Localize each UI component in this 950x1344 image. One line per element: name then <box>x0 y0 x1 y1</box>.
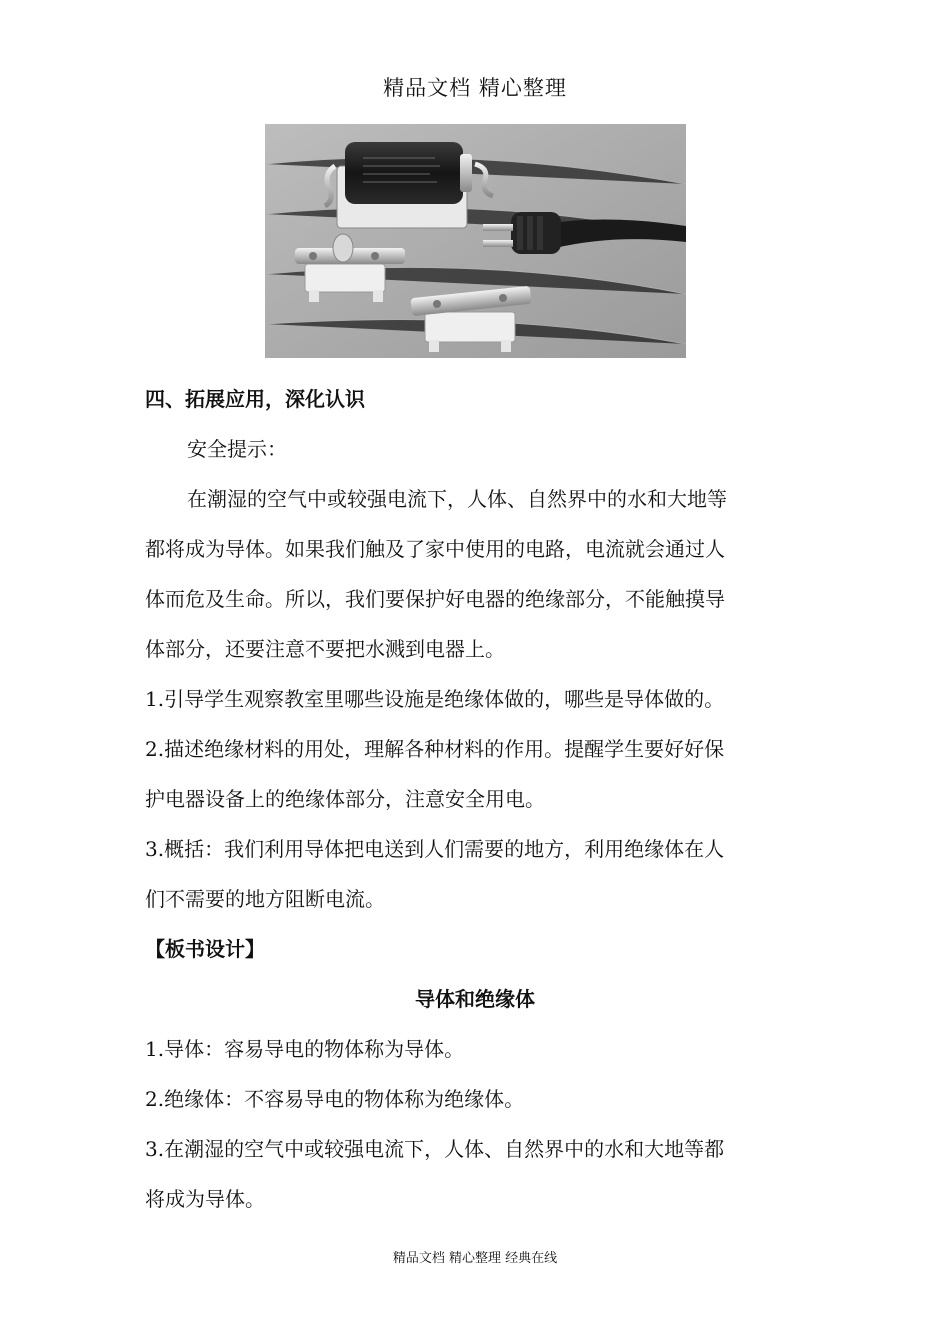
paragraph-line: 体部分，还要注意不要把水溅到电器上。 <box>145 637 505 661</box>
paragraph-line: 在潮湿的空气中或较强电流下，人体、自然界中的水和大地等 <box>187 487 727 511</box>
list-item: 3.在潮湿的空气中或较强电流下，人体、自然界中的水和大地等都 <box>145 1137 725 1161</box>
list-item: 3.概括：我们利用导体把电送到人们需要的地方，利用绝缘体在人 <box>145 837 725 861</box>
list-item-continuation: 护电器设备上的绝缘体部分，注意安全用电。 <box>145 787 545 811</box>
section-heading: 四、拓展应用，深化认识 <box>145 387 365 411</box>
list-item: 1.导体：容易导电的物体称为导体。 <box>145 1037 465 1061</box>
list-item-continuation: 将成为导体。 <box>145 1187 265 1211</box>
list-item: 2.描述绝缘材料的用处，理解各种材料的作用。提醒学生要好好保 <box>145 737 725 761</box>
paragraph-line: 体而危及生命。所以，我们要保护好电器的绝缘部分，不能触摸导 <box>145 587 725 611</box>
board-title: 导体和绝缘体 <box>415 987 535 1011</box>
paragraph-line: 都将成为导体。如果我们触及了家中使用的电路，电流就会通过人 <box>145 537 725 561</box>
page-header: 精品文档 精心整理 <box>383 76 567 100</box>
battery-bulb-switch-plug-photo <box>265 124 686 358</box>
board-heading: 【板书设计】 <box>145 937 265 961</box>
list-item: 2.绝缘体：不容易导电的物体称为绝缘体。 <box>145 1087 525 1111</box>
list-item: 1.引导学生观察教室里哪些设施是绝缘体做的，哪些是导体做的。 <box>145 687 725 711</box>
page-footer: 精品文档 精心整理 经典在线 <box>392 1251 558 1266</box>
safety-label: 安全提示： <box>187 437 287 461</box>
list-item-continuation: 们不需要的地方阻断电流。 <box>145 887 385 911</box>
